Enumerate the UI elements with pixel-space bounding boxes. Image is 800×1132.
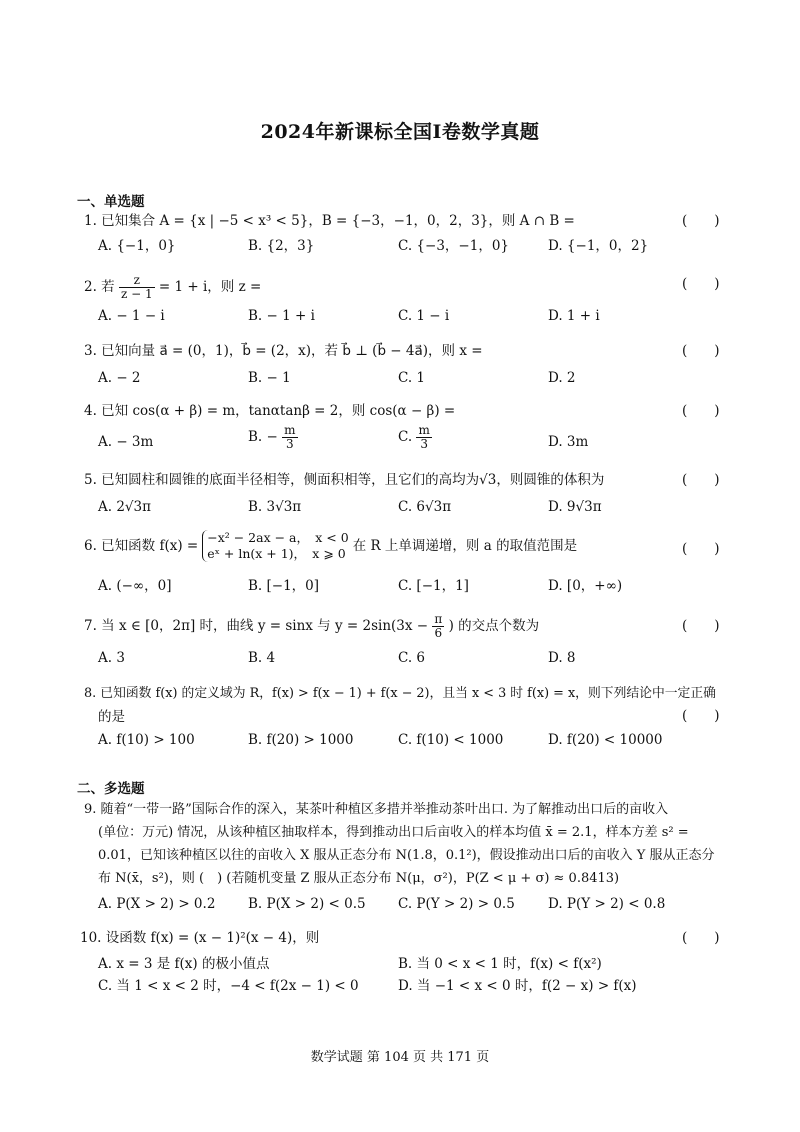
option-c: C. 6√3π xyxy=(398,499,452,515)
option-b: B. f(20) > 1000 xyxy=(248,732,354,748)
fraction-numerator: z xyxy=(119,274,155,288)
question-6 xyxy=(84,530,722,568)
section-heading-single: 一、单选题 xyxy=(77,194,145,210)
question-9 xyxy=(84,798,722,890)
option-d: D. {−1，0，2} xyxy=(548,238,649,254)
question-2 xyxy=(84,274,722,301)
option-a: A. f(10) > 100 xyxy=(98,732,195,748)
answer-paren: ( ) xyxy=(682,618,720,634)
fraction-denominator: 3 xyxy=(286,437,294,451)
question-9-line-2: (单位：万元) 情况，从该种植区抽取样本，得到推动出口后亩收入的样本均值 x̄ = 2.1，样本方差 s² = xyxy=(98,825,689,840)
option-d: D. 当 −1 < x < 0 时，f(2 − x) > f(x) xyxy=(398,978,637,994)
question-3 xyxy=(84,341,722,361)
option-c: C. 1 xyxy=(398,370,426,386)
option-a: A. x = 3 是 f(x) 的极小值点 xyxy=(98,956,270,972)
question-7-prefix: 7. 当 x ∈ [0，2π] 时，曲线 y = sinx 与 y = 2sin(3x − xyxy=(84,618,429,634)
question-4-stem: 4. 已知 cos(α + β) = m，tanαtanβ = 2，则 cos(α − β) = xyxy=(84,403,456,419)
fraction-numerator: π xyxy=(434,612,443,626)
question-8-stem: 8. 已知函数 f(x) 的定义域为 R，f(x) > f(x − 1) + f(x − 2)，且当 x < 3 时 f(x) = x，则下列结论中一定正确 xyxy=(84,686,716,701)
answer-paren: ( ) xyxy=(682,472,720,488)
question-4 xyxy=(84,401,722,421)
fraction-numerator: m xyxy=(418,423,430,437)
question-6-suffix: 在 R 上单调递增，则 a 的取值范围是 xyxy=(352,538,578,554)
question-8 xyxy=(84,683,722,727)
option-a: A. − 1 − i xyxy=(98,308,165,324)
fraction-denominator: 3 xyxy=(420,437,428,451)
option-d: D. 1 + i xyxy=(548,308,600,324)
answer-paren: ( ) xyxy=(682,276,720,292)
option-b: B. 3√3π xyxy=(248,499,302,515)
option-b: B. − 1 xyxy=(248,370,291,386)
option-c: C. {−3，−1，0} xyxy=(398,238,509,254)
answer-paren: ( ) xyxy=(682,343,720,359)
option-d: D. [0，+∞) xyxy=(548,578,623,594)
option-d: D. 3m xyxy=(548,434,589,450)
option-b: B. 当 0 < x < 1 时，f(x) < f(x²) xyxy=(398,956,602,972)
option-b: B. [−1，0] xyxy=(248,578,320,594)
question-3-stem: 3. 已知向量 a⃗ = (0，1)，b⃗ = (2，x)，若 b⃗ ⊥ (b⃗ − 4a⃗)，则 x = xyxy=(84,343,483,359)
option-d: D. f(20) < 10000 xyxy=(548,732,663,748)
piece-1: −x² − 2ax − a， x < 0 xyxy=(207,530,349,545)
option-c xyxy=(398,424,432,451)
fraction xyxy=(432,613,444,640)
option-b xyxy=(248,424,298,451)
answer-paren: ( ) xyxy=(682,403,720,419)
option-b-prefix: B. − xyxy=(248,429,278,445)
option-b: B. 4 xyxy=(248,650,276,666)
option-c: C. 1 − i xyxy=(398,308,450,324)
answer-paren: ( ) xyxy=(682,213,720,229)
question-9-line-4: 布 N(x̄，s²)，则 ( ) (若随机变量 Z 服从正态分布 N(μ，σ²)，P(Z < μ + σ) ≈ 0.8413) xyxy=(98,871,620,886)
fraction xyxy=(119,274,155,301)
piece-2: eˣ + ln(x + 1)， x ⩾ 0 xyxy=(207,546,346,561)
section-heading-multi: 二、多选题 xyxy=(77,781,145,797)
option-a: A. P(X > 2) > 0.2 xyxy=(98,896,216,912)
option-a: A. − 2 xyxy=(98,370,141,386)
piecewise-function xyxy=(202,530,348,562)
option-c: C. [−1，1] xyxy=(398,578,469,594)
question-7-stem xyxy=(84,612,540,640)
question-8-stem-line2: 的是 xyxy=(98,709,125,725)
option-b: B. P(X > 2) < 0.5 xyxy=(248,896,366,912)
question-6-prefix: 6. 已知函数 f(x) = xyxy=(84,538,199,554)
question-2-suffix: = 1 + i，则 z = xyxy=(158,279,262,295)
option-a: A. {−1，0} xyxy=(98,238,176,254)
option-a: A. (−∞，0] xyxy=(98,578,172,594)
fraction xyxy=(282,424,297,451)
option-a: A. − 3m xyxy=(98,434,154,450)
option-c: C. P(Y > 2) > 0.5 xyxy=(398,896,515,912)
question-10-stem: 10. 设函数 f(x) = (x − 1)²(x − 4)，则 xyxy=(80,930,320,946)
option-c-prefix: C. xyxy=(398,429,413,445)
question-5 xyxy=(84,470,722,490)
option-b: B. − 1 + i xyxy=(248,308,315,324)
answer-paren: ( ) xyxy=(682,541,720,557)
page-footer: 数学试题 第 104 页 共 171 页 xyxy=(310,1050,490,1065)
question-1 xyxy=(84,211,722,231)
answer-paren: ( ) xyxy=(682,930,720,946)
question-7 xyxy=(84,613,722,640)
question-2-prefix: 2. 若 xyxy=(84,279,115,295)
option-c: C. 6 xyxy=(398,650,426,666)
question-1-stem: 1. 已知集合 A = {x | −5 < x³ < 5}，B = {−3，−1，0，2，3}，则 A ∩ B = xyxy=(84,213,575,229)
option-a: A. 2√3π xyxy=(98,499,151,515)
question-9-line-3: 0.01，已知该种植区以往的亩收入 X 服从正态分布 N(1.8，0.1²)，假设推动出口后的亩收入 Y 服从正态分 xyxy=(98,848,715,863)
fraction xyxy=(416,424,431,451)
question-5-stem: 5. 已知圆柱和圆锥的底面半径相等，侧面积相等，且它们的高均为√3，则圆锥的体积为 xyxy=(84,472,605,488)
fraction-numerator: m xyxy=(284,423,296,437)
question-2-stem xyxy=(84,273,262,301)
question-6-stem xyxy=(84,530,577,562)
answer-paren: ( ) xyxy=(682,708,720,724)
option-d: D. P(Y > 2) < 0.8 xyxy=(548,896,666,912)
page-title: 2024年新课标全国I卷数学真题 xyxy=(260,121,540,143)
option-c: C. f(10) < 1000 xyxy=(398,732,504,748)
question-9-line-1: 9. 随着“一带一路”国际合作的深入，某茶叶种植区多措并举推动茶叶出口. 为了解推动出口后的亩收入 xyxy=(84,802,669,817)
option-d: D. 2 xyxy=(548,370,576,386)
fraction-denominator: z − 1 xyxy=(120,287,153,301)
option-c: C. 当 1 < x < 2 时，−4 < f(2x − 1) < 0 xyxy=(98,978,359,994)
question-7-suffix: ) 的交点个数为 xyxy=(448,618,540,634)
option-d: D. 8 xyxy=(548,650,576,666)
option-d: D. 9√3π xyxy=(548,499,602,515)
option-a: A. 3 xyxy=(98,650,125,666)
question-10 xyxy=(80,928,722,948)
option-b: B. {2，3} xyxy=(248,238,315,254)
fraction-denominator: 6 xyxy=(434,626,443,640)
